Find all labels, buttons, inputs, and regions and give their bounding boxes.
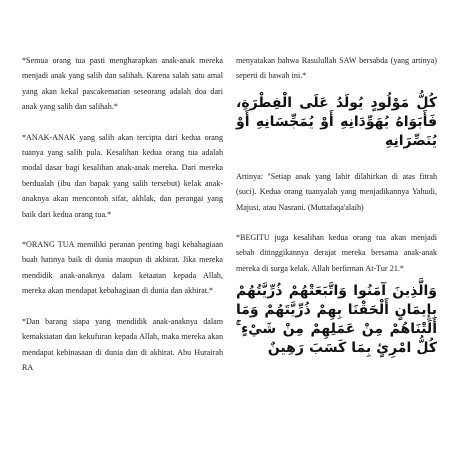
paragraph-orang-tua: *ORANG TUA memiliki peranan penting bagi kebahagiaan buah hatinya baik di dunia maupun di akhirat. Jika mereka mendidik anak-anaknya dalam ketaatan kepada Allah, mereka akan mendapat kebahagiaan di dunia dan akhirat.* [22,240,223,296]
paragraph-hadith-intro: menyatakan bahwa Rasulullah SAW bersabda (yang artinya) seperti di bawah ini.* [236,56,437,81]
paragraph-anak-anak: *ANAK-ANAK yang salih akan tercipta dari kedua orang tuanya yang salih pula. Kesalihan kedua orang tua adalah modal dasar bagi kesalihan anak-anak mereka. Dari mereka berdualah (ibu dan bapak yang salih tersebut) kelak anak-anaknya akan mencontoh sifat, akhlak, dan perangai yang baik dari kedua orang tua.* [22,132,223,219]
paragraph-intro: *Semua orang tua pasti mengharapkan anak-anak mereka menjadi anak yang salih dan salihah. Karena salah satu amal yang akan kekal pascakematian seseorang adalah doa dari anak yang salih dan salihah.* [22,56,223,112]
paragraph-hadith-translation: Artinya: "Setiap anak yang lahir dilahirkan di atas fitrah (suci). Kedua orang tuanyalah yang menjadikannya Yahudi, Majusi, atau Nasrani. (Muttafaqa'alaih) [236,171,437,212]
paragraph-begitu: *BEGITU juga kesalihan kedua orang tua akan menjadi sebab ditinggikannya derajat mereka bersama anak-anak mereka di surga kelak. Allah berfirman At-Tur 21.* [236,233,437,273]
left-column [22,0,223,375]
right-column [236,0,437,358]
paragraph-barang-siapa: *Dan barang siapa yang mendidik anak-anaknya dalam kemaksiatan dan kekufuran kepada Allah, maka mereka akan mendapat kebinasaan di dunia dan di akhirat. Abu Hurairah RA [22,316,223,372]
arabic-quran-verse: وَالَّذِينَ آمَنُوا وَاتَّبَعَتْهُمْ ذُرِّيَّتُهُمْ بِإِيمَانٍ أَلْحَقْنَا بِهِمْ ذُرِّيَّتَهُمْ وَمَا أَلَتْنَاهُمْ مِنْ عَمَلِهِمْ مِنْ شَيْءٍ ۚ كُلُّ امْرِئٍ بِمَا كَسَبَ رَهِينٌ [236,283,437,357]
arabic-hadith-text: كُلُّ مَوْلُودٍ يُولَدُ عَلَى الْفِطْرَةِ، فَأَبَوَاهُ يُهَوِّدَانِهِ أَوْ يُمَجِّسَانِهِ أَوْ يُنَصِّرَانِهِ [236,94,437,149]
